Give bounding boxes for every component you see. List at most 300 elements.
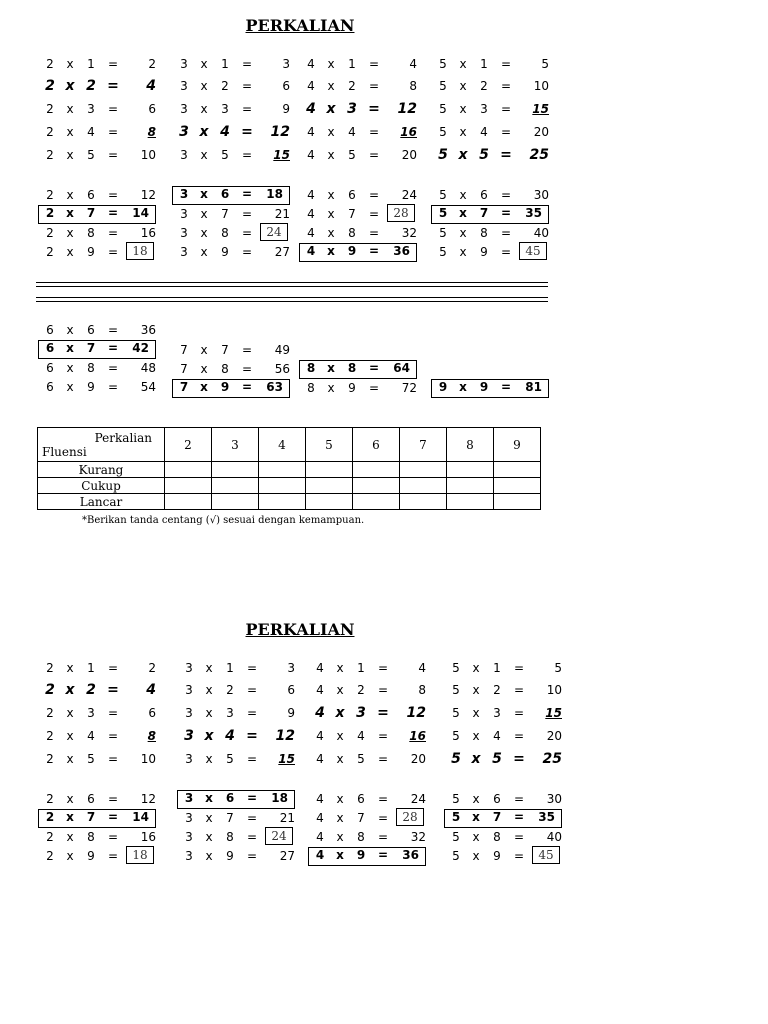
factor-b: 6: [87, 188, 95, 202]
times-sign: x: [459, 245, 467, 259]
check-cell[interactable]: [165, 462, 212, 478]
equals-sign: =: [368, 361, 380, 375]
times-sign: x: [459, 79, 467, 93]
equation-row: [44, 751, 156, 768]
factor-b: 4: [480, 125, 488, 139]
factor-a: 7: [180, 362, 188, 376]
check-cell[interactable]: [306, 478, 353, 494]
factor-a: 4: [307, 188, 315, 202]
product: 15: [278, 752, 295, 766]
factor-a: 2: [46, 148, 54, 162]
times-sign: x: [472, 661, 480, 675]
product: 12: [397, 101, 417, 117]
factor-b: 4: [493, 729, 501, 743]
factor-b: 4: [87, 729, 95, 743]
equation-row: [431, 205, 549, 224]
times-sign: x: [459, 206, 467, 220]
times-sign: x: [327, 188, 335, 202]
equals-sign: =: [500, 57, 512, 71]
times-sign: x: [336, 661, 344, 675]
equation-row: [437, 78, 549, 95]
factor-b: 3: [87, 706, 95, 720]
equals-sign: =: [241, 343, 253, 357]
equals-sign: =: [107, 682, 119, 698]
equation-row: [44, 791, 156, 808]
product: 36: [140, 323, 156, 337]
factor-a: 5: [452, 792, 460, 806]
equation-row: [44, 78, 156, 95]
header-cell: 7: [400, 428, 447, 462]
factor-a: 3: [185, 752, 193, 766]
product: 6: [282, 79, 290, 93]
factor-a: 4: [316, 811, 324, 825]
equals-sign: =: [513, 706, 525, 720]
product: 8: [147, 729, 156, 743]
check-cell[interactable]: [494, 462, 541, 478]
product: 30: [546, 792, 562, 806]
times-sign: x: [66, 341, 74, 355]
equals-sign: =: [500, 79, 512, 93]
equals-sign: =: [107, 792, 119, 806]
times-sign: x: [66, 57, 74, 71]
check-cell[interactable]: [494, 494, 541, 510]
equation-row: [183, 751, 295, 768]
product: 27: [274, 245, 290, 259]
equals-sign: =: [107, 361, 119, 375]
times-sign: x: [66, 361, 74, 375]
factor-b: 5: [226, 752, 234, 766]
factor-a: 2: [46, 125, 54, 139]
equals-sign: =: [377, 705, 389, 721]
product: 10: [546, 683, 562, 697]
factor-a: 3: [179, 187, 189, 201]
equals-sign: =: [377, 830, 389, 844]
equation-row: [178, 361, 290, 378]
times-sign: x: [205, 849, 213, 863]
factor-b: 8: [87, 830, 95, 844]
factor-a: 5: [439, 102, 447, 116]
equation-row: [183, 829, 295, 846]
times-sign: x: [200, 207, 208, 221]
factor-a: 5: [452, 706, 460, 720]
equals-sign: =: [107, 148, 119, 162]
equals-sign: =: [513, 849, 525, 863]
product: 16: [400, 125, 417, 139]
product: 32: [401, 226, 417, 240]
factor-a: 4: [307, 57, 315, 71]
product: 24: [401, 188, 417, 202]
equation-row: [305, 147, 417, 164]
equals-sign: =: [513, 810, 525, 824]
equation-row: [178, 225, 290, 242]
equals-sign: =: [368, 79, 380, 93]
equation-row: [44, 147, 156, 164]
equals-sign: =: [513, 661, 525, 675]
equals-sign: =: [107, 245, 119, 259]
times-sign: x: [66, 792, 74, 806]
times-sign: x: [205, 706, 213, 720]
check-cell[interactable]: [212, 478, 259, 494]
product: 64: [393, 361, 410, 375]
equation-row: [450, 705, 562, 722]
times-sign: x: [205, 752, 213, 766]
factor-a: 5: [439, 57, 447, 71]
times-sign: x: [200, 79, 208, 93]
times-sign: x: [336, 683, 344, 697]
factor-a: 4: [316, 661, 324, 675]
factor-b: 6: [480, 188, 488, 202]
corner-top-label: Perkalian: [94, 431, 152, 445]
factor-b: 4: [87, 125, 95, 139]
row-label-cukup: Cukup: [38, 478, 165, 494]
factor-a: 2: [45, 810, 55, 824]
factor-b: 7: [479, 206, 489, 220]
product: 18: [271, 791, 288, 805]
times-sign: x: [335, 705, 345, 721]
factor-a: 5: [452, 683, 460, 697]
factor-b: 5: [357, 752, 365, 766]
times-sign: x: [200, 187, 208, 201]
equals-sign: =: [368, 188, 380, 202]
equals-sign: =: [246, 791, 258, 805]
factor-a: 3: [185, 811, 193, 825]
factor-b: 1: [348, 57, 356, 71]
equation-row: [183, 848, 295, 865]
factor-b: 9: [221, 245, 229, 259]
check-cell[interactable]: [447, 478, 494, 494]
factor-a: 3: [184, 791, 194, 805]
check-cell[interactable]: [306, 462, 353, 478]
check-cell[interactable]: [212, 494, 259, 510]
factor-b: 3: [87, 102, 95, 116]
product: 20: [546, 729, 562, 743]
times-sign: x: [200, 245, 208, 259]
factor-b: 5: [348, 148, 356, 162]
equals-sign: =: [107, 810, 119, 824]
times-sign: x: [459, 57, 467, 71]
factor-b: 6: [357, 792, 365, 806]
equals-sign: =: [368, 101, 380, 117]
factor-b: 6: [87, 792, 95, 806]
times-sign: x: [472, 706, 480, 720]
product: 63: [266, 380, 283, 394]
factor-b: 2: [480, 79, 488, 93]
times-sign: x: [327, 244, 335, 258]
factor-a: 5: [439, 226, 447, 240]
product: 4: [409, 57, 417, 71]
factor-b: 5: [221, 148, 229, 162]
equals-sign: =: [241, 187, 253, 201]
factor-a: 3: [180, 102, 188, 116]
product: 2: [148, 57, 156, 71]
equation-row: [172, 186, 290, 205]
check-cell[interactable]: [259, 462, 306, 478]
product: 12: [406, 705, 426, 721]
product: 20: [533, 125, 549, 139]
equation-row: [314, 705, 426, 722]
times-sign: x: [200, 362, 208, 376]
times-sign: x: [66, 226, 74, 240]
equals-sign: =: [241, 57, 253, 71]
check-cell[interactable]: [400, 494, 447, 510]
check-cell[interactable]: [212, 462, 259, 478]
factor-a: 2: [46, 706, 54, 720]
equation-row: [437, 147, 549, 164]
equals-sign: =: [368, 381, 380, 395]
factor-b: 7: [86, 206, 96, 220]
factor-b: 6: [220, 187, 230, 201]
factor-b: 9: [220, 380, 230, 394]
times-sign: x: [66, 849, 74, 863]
factor-b: 1: [357, 661, 365, 675]
equation-row: [299, 360, 417, 379]
factor-b: 3: [226, 706, 234, 720]
product: 10: [533, 79, 549, 93]
corner-cell: [38, 428, 165, 462]
equation-row: [437, 124, 549, 141]
equals-sign: =: [500, 245, 512, 259]
equals-sign: =: [513, 830, 525, 844]
factor-a: 4: [315, 705, 325, 721]
factor-a: 9: [438, 380, 448, 394]
check-cell[interactable]: [353, 494, 400, 510]
times-sign: x: [327, 148, 335, 162]
product: 72: [401, 381, 417, 395]
equation-row: [178, 101, 290, 118]
equals-sign: =: [241, 207, 253, 221]
times-sign: x: [472, 792, 480, 806]
factor-b: 2: [226, 683, 234, 697]
factor-b: 7: [348, 207, 356, 221]
factor-b: 9: [493, 849, 501, 863]
equals-sign: =: [246, 661, 258, 675]
factor-a: 2: [46, 102, 54, 116]
equation-row: [305, 206, 417, 223]
times-sign: x: [326, 101, 336, 117]
factor-a: 5: [438, 147, 448, 163]
product: 5: [541, 57, 549, 71]
factor-b: 7: [86, 341, 96, 355]
product: 10: [140, 752, 156, 766]
product: 4: [418, 661, 426, 675]
factor-b: 9: [87, 849, 95, 863]
product: 36: [402, 848, 419, 862]
check-cell[interactable]: [259, 478, 306, 494]
times-sign: x: [459, 188, 467, 202]
factor-a: 6: [46, 361, 54, 375]
equals-sign: =: [377, 811, 389, 825]
factor-a: 5: [452, 849, 460, 863]
factor-b: 8: [221, 362, 229, 376]
product: 3: [282, 57, 290, 71]
factor-b: 5: [492, 751, 502, 767]
equation-row: [437, 244, 549, 261]
times-sign: x: [336, 811, 344, 825]
factor-a: 2: [46, 245, 54, 259]
product: 40: [533, 226, 549, 240]
factor-a: 7: [179, 380, 189, 394]
product: 4: [146, 78, 156, 94]
factor-b: 1: [221, 57, 229, 71]
factor-b: 9: [87, 380, 95, 394]
product: 35: [525, 206, 542, 220]
equation-row: [314, 751, 426, 768]
check-cell[interactable]: [494, 478, 541, 494]
times-sign: x: [200, 226, 208, 240]
product: 25: [542, 751, 562, 767]
equation-row: [450, 682, 562, 699]
product: 9: [287, 706, 295, 720]
factor-b: 9: [356, 848, 366, 862]
factor-a: 5: [451, 810, 461, 824]
equals-sign: =: [377, 661, 389, 675]
equals-sign: =: [241, 226, 253, 240]
times-sign: x: [66, 148, 74, 162]
check-cell[interactable]: [400, 478, 447, 494]
equals-sign: =: [513, 683, 525, 697]
factor-b: 7: [492, 810, 502, 824]
times-sign: x: [336, 792, 344, 806]
product: 2: [148, 661, 156, 675]
factor-a: 4: [316, 792, 324, 806]
product: 36: [393, 244, 410, 258]
check-cell[interactable]: [400, 462, 447, 478]
equals-sign: =: [377, 792, 389, 806]
factor-b: 8: [357, 830, 365, 844]
equation-row: [305, 225, 417, 242]
product: 45: [519, 242, 547, 260]
factor-b: 3: [347, 101, 357, 117]
equals-sign: =: [107, 341, 119, 355]
factor-a: 5: [438, 206, 448, 220]
times-sign: x: [459, 102, 467, 116]
factor-b: 6: [493, 792, 501, 806]
equals-sign: =: [246, 706, 258, 720]
corner-bottom-label: Fluensi: [42, 445, 87, 459]
factor-b: 9: [87, 245, 95, 259]
times-sign: x: [471, 751, 481, 767]
factor-b: 5: [87, 752, 95, 766]
factor-a: 4: [315, 848, 325, 862]
equation-row: [437, 187, 549, 204]
factor-b: 4: [348, 125, 356, 139]
factor-a: 5: [452, 830, 460, 844]
product: 28: [396, 808, 424, 826]
check-cell[interactable]: [447, 494, 494, 510]
factor-a: 2: [46, 792, 54, 806]
fluency-table: [37, 427, 541, 510]
factor-a: 4: [307, 125, 315, 139]
times-sign: x: [66, 810, 74, 824]
times-sign: x: [66, 188, 74, 202]
times-sign: x: [66, 706, 74, 720]
factor-b: 1: [493, 661, 501, 675]
factor-b: 1: [480, 57, 488, 71]
check-cell[interactable]: [259, 494, 306, 510]
check-cell[interactable]: [353, 462, 400, 478]
times-sign: x: [205, 811, 213, 825]
equals-sign: =: [246, 728, 258, 744]
equation-row: [44, 660, 156, 677]
equals-sign: =: [513, 751, 525, 767]
check-cell[interactable]: [353, 478, 400, 494]
factor-b: 9: [479, 380, 489, 394]
times-sign: x: [200, 57, 208, 71]
factor-b: 2: [86, 78, 96, 94]
product: 8: [409, 79, 417, 93]
factor-b: 6: [87, 323, 95, 337]
product: 54: [140, 380, 156, 394]
product: 81: [525, 380, 542, 394]
factor-a: 2: [46, 752, 54, 766]
equation-row: [172, 379, 290, 398]
product: 30: [533, 188, 549, 202]
equals-sign: =: [500, 102, 512, 116]
factor-b: 7: [357, 811, 365, 825]
equation-row: [437, 101, 549, 118]
equals-sign: =: [246, 849, 258, 863]
factor-b: 7: [86, 810, 96, 824]
header-cell: 6: [353, 428, 400, 462]
equation-row: [44, 124, 156, 141]
times-sign: x: [458, 147, 468, 163]
factor-b: 9: [226, 849, 234, 863]
factor-a: 2: [46, 729, 54, 743]
check-cell[interactable]: [165, 494, 212, 510]
factor-a: 2: [46, 661, 54, 675]
equation-row: [450, 829, 562, 846]
times-sign: x: [200, 148, 208, 162]
equation-row: [44, 101, 156, 118]
equals-sign: =: [500, 206, 512, 220]
times-sign: x: [200, 380, 208, 394]
factor-a: 2: [45, 206, 55, 220]
header-cell: 8: [447, 428, 494, 462]
header-cell: 2: [165, 428, 212, 462]
factor-a: 3: [185, 706, 193, 720]
factor-a: 4: [316, 683, 324, 697]
equals-sign: =: [368, 244, 380, 258]
product: 10: [140, 148, 156, 162]
times-sign: x: [327, 125, 335, 139]
equation-row: [44, 728, 156, 745]
equation-row: [183, 728, 295, 745]
check-cell[interactable]: [306, 494, 353, 510]
factor-b: 9: [480, 245, 488, 259]
equation-row: [305, 56, 417, 73]
times-sign: x: [459, 125, 467, 139]
times-sign: x: [336, 729, 344, 743]
times-sign: x: [472, 729, 480, 743]
equation-row: [38, 340, 156, 359]
equals-sign: =: [246, 683, 258, 697]
factor-a: 4: [316, 752, 324, 766]
product: 4: [146, 682, 156, 698]
product: 24: [260, 223, 288, 241]
equation-row: [178, 206, 290, 223]
check-cell[interactable]: [447, 462, 494, 478]
times-sign: x: [472, 849, 480, 863]
factor-a: 4: [316, 830, 324, 844]
check-cell[interactable]: [165, 478, 212, 494]
factor-b: 2: [348, 79, 356, 93]
equals-sign: =: [241, 79, 253, 93]
factor-a: 4: [307, 207, 315, 221]
equals-sign: =: [241, 245, 253, 259]
equals-sign: =: [107, 226, 119, 240]
fluency-note: *Berikan tanda centang (√) sesuai dengan kemampuan.: [82, 515, 365, 526]
product: 42: [132, 341, 149, 355]
